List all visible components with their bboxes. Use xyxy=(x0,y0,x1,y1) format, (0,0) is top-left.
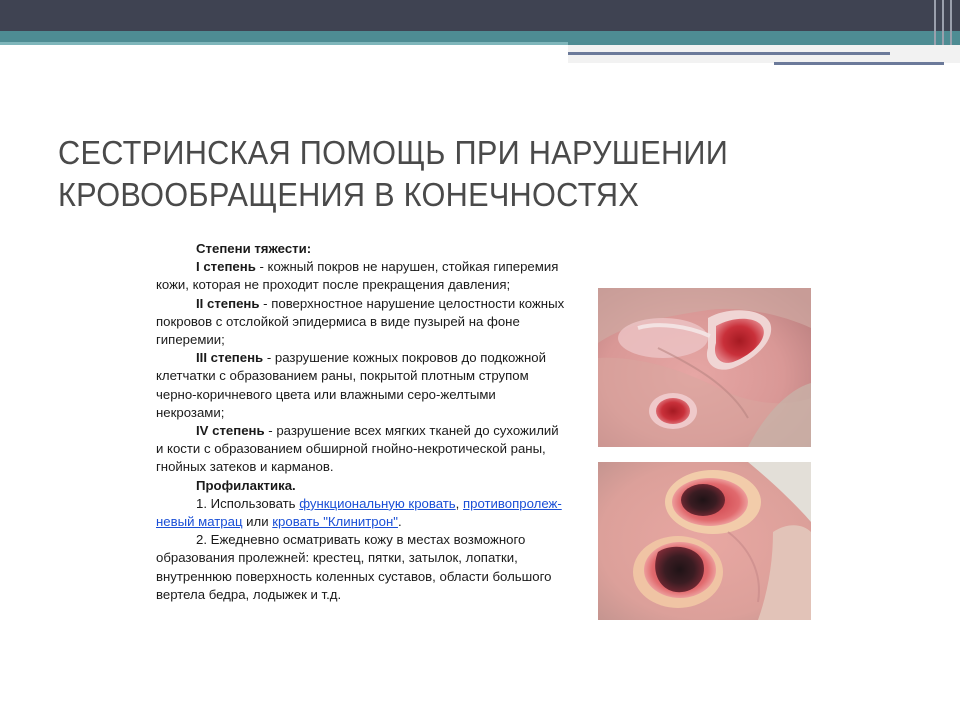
degree-2-text: - поверхностное нарушение целостности кожных покровов с отслойкой эпидермиса в виде пузырей на фоне гиперемии; xyxy=(156,295,565,348)
prevention-heading: Профилактика. xyxy=(196,477,296,493)
link-functional-bed[interactable]: функциональную кровать xyxy=(299,495,456,511)
header-bar-dark xyxy=(0,0,960,31)
degree-4 xyxy=(156,422,566,477)
degree-1-text: - кожный покров не нарушен, стойкая гиперемия кожи, которая не проходит после прекращения давления; xyxy=(156,259,559,293)
slide-title-line2: КРОВООБРАЩЕНИЯ В КОНЕЧНОСТЯХ xyxy=(58,176,640,213)
header-line-lower xyxy=(774,62,944,65)
slide-body xyxy=(156,240,566,604)
photo-pressure-ulcer-necrotic xyxy=(598,462,811,620)
header-stripes xyxy=(930,0,960,45)
photo-pressure-ulcer-early xyxy=(598,288,811,447)
prevention-item-2: 2. Ежедневно осматривать кожу в местах возможного образования пролежней: крестец, пятки, затылок, лопатки, внутреннюю поверхность коленных суставов, области большого вертела бедра, лодыжек и т.д. xyxy=(156,532,552,602)
degree-3-text: - разрушение кожных покровов до подкожной клетчатки с образованием раны, покрытой плотным струпом черно-коричневого цвета или влажными серо-желтыми некрозами; xyxy=(156,350,546,420)
degree-4-text: - разрушение всех мягких тканей до сухожилий и кости с образованием обширной гнойно-некротической раны, гнойных затеков и карманов. xyxy=(156,423,559,475)
link-anti-bedsore-mattress[interactable]: противопролеж-невый матрац xyxy=(156,495,562,530)
degree-3 xyxy=(156,349,566,422)
degree-2 xyxy=(156,295,566,350)
header-bar-highlight xyxy=(0,42,568,45)
degree-1-label: I степень xyxy=(196,259,256,275)
slide-title xyxy=(58,132,858,216)
slide-title-line1: СЕСТРИНСКАЯ ПОМОЩЬ ПРИ НАРУШЕНИИ xyxy=(58,134,729,171)
degree-3-label: III степень xyxy=(196,350,264,366)
link-clinitron-bed[interactable]: кровать "Клинитрон" xyxy=(272,514,398,530)
degree-2-label: II степень xyxy=(196,295,260,311)
degree-4-label: IV степень xyxy=(196,423,265,439)
header-line-upper xyxy=(568,52,890,55)
prevention-item-1: 1. Использовать функциональную кровать, противопролеж-невый матрац или кровать "Клинитрон". xyxy=(156,495,562,530)
degree-1 xyxy=(156,258,566,294)
severity-heading: Степени тяжести: xyxy=(196,241,312,256)
